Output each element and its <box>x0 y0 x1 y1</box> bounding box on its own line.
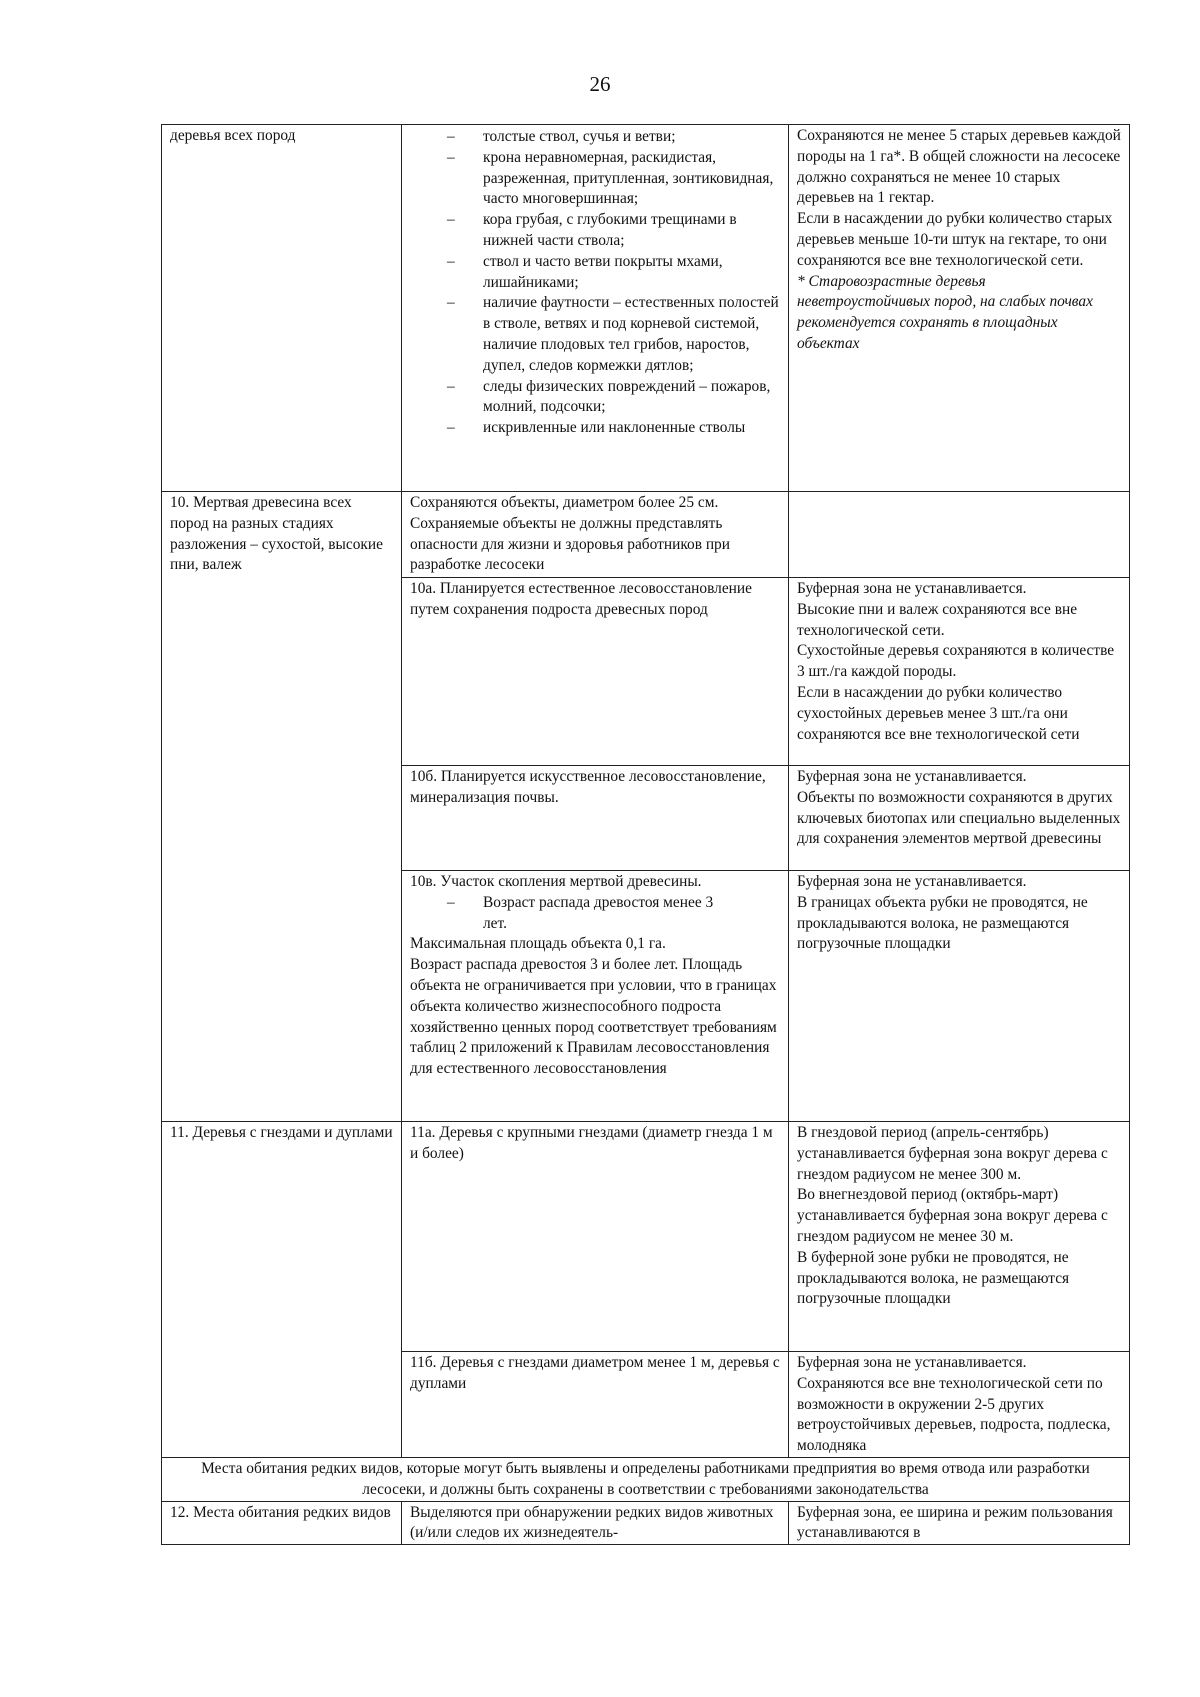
criteria-cell <box>402 1501 789 1545</box>
rule-text: Буферная зона не устанавливается. <box>797 1354 1027 1371</box>
biotope-table <box>161 124 1130 1545</box>
object-cell <box>162 1501 402 1545</box>
criteria-text: Максимальная площадь объекта 0,1 га. <box>410 935 666 953</box>
criteria-cell <box>402 1352 789 1458</box>
list-item: – следы физических повреждений – пожаров, молний, подсочки; <box>410 377 780 419</box>
criteria-cell <box>402 492 789 578</box>
object-label: 10. Мертвая древесина всех пород на разных стадиях разложения – сухостой, высокие пни, валеж <box>170 494 383 574</box>
criteria-cell <box>402 871 789 1122</box>
rule-text: Сохраняются не менее 5 старых деревьев каждой породы на 1 га*. В общей сложности на лесосеке должно сохраняться не менее 10 старых деревьев на 1 гектар. <box>797 127 1121 207</box>
rules-cell <box>789 1501 1130 1545</box>
rules-cell <box>789 871 1130 1122</box>
list-item: – кора грубая, с глубокими трещинами в нижней части ствола; <box>410 210 780 252</box>
criteria-text: 10б. Планируется искусственное лесовосстановление, минерализация почвы. <box>410 768 766 806</box>
criteria-list <box>410 893 780 935</box>
section-header-text: Места обитания редких видов, которые могут быть выявлены и определены работниками предприятия во время отвода или разработки лесосеки, и должны быть сохранены в соответствии с требованиями законодательства <box>201 1459 1090 1498</box>
rule-text: Высокие пни и валеж сохраняются все вне технологической сети. <box>797 600 1078 639</box>
rule-text: Буферная зона не устанавливается. <box>797 580 1027 597</box>
rule-text: В буферной зоне рубки не проводятся, не прокладываются волока, не размещаются погрузочные площадки <box>797 1248 1070 1308</box>
criteria-text: Выделяются при обнаружении редких видов животных (и/или следов их жизнедеятель- <box>410 1503 774 1542</box>
rule-text: Буферная зона не устанавливается. <box>797 873 1027 890</box>
list-item: – толстые ствол, сучья и ветви; <box>410 127 780 148</box>
criteria-cell <box>402 1122 789 1352</box>
list-item: – ствол и часто ветви покрыты мхами, лишайниками; <box>410 252 780 294</box>
object-cell <box>162 125 402 492</box>
rule-text: Сохраняются все вне технологической сети по возможности в окружении 2-5 других ветроустойчивых деревьев, подроста, подлеска, молодняка <box>797 1374 1111 1455</box>
section-header <box>162 1457 1130 1501</box>
criteria-cell <box>402 578 789 766</box>
criteria-text: Возраст распада древостоя 3 и более лет. Площадь объекта не ограничивается при условии, что в границах объекта количество жизнеспособного подроста хозяйственно ценных пород соответствует требованиям таблиц 2 приложений к Правилам лесовосстановления для естественного лесовосстановления <box>410 956 777 1078</box>
criteria-text: 10а. Планируется естественное лесовосстановление путем сохранения подроста древесных пород <box>410 580 752 618</box>
rule-text: Буферная зона не устанавливается. <box>797 768 1027 785</box>
criteria-cell <box>402 766 789 871</box>
rules-cell <box>789 578 1130 766</box>
rule-text: Если в насаждении до рубки количество старых деревьев меньше 10-ти штук на гектаре, то они сохраняются все вне технологической сети. <box>797 210 1113 269</box>
object-label: 12. Места обитания редких видов <box>170 1503 391 1521</box>
footnote-text: * Старовозрастные деревья неветроустойчивых пород, на слабых почвах рекомендуется сохранять в площадных объектах <box>797 272 1093 352</box>
criteria-list <box>410 127 780 439</box>
rule-text: Если в насаждении до рубки количество сухостойных деревьев менее 3 шт./га они сохраняются все вне технологической сети <box>797 683 1080 743</box>
table-row <box>162 492 1130 578</box>
rules-cell <box>789 1122 1130 1352</box>
rules-cell <box>789 125 1130 492</box>
table-row <box>162 1122 1130 1352</box>
list-item: – наличие фаутности – естественных полостей в стволе, ветвях и под корневой системой, наличие плодовых тел грибов, наростов, дупел, следов кормежки дятлов; <box>410 293 780 376</box>
object-label: деревья всех пород <box>170 127 296 144</box>
rule-text: В границах объекта рубки не проводятся, не прокладываются волока, не размещаются погрузочные площадки <box>797 893 1088 953</box>
object-cell <box>162 1122 402 1458</box>
table-row <box>162 1501 1130 1545</box>
rule-text: Сухостойные деревья сохраняются в количестве 3 шт./га каждой породы. <box>797 642 1115 681</box>
table-row <box>162 125 1130 492</box>
list-item: – Возраст распада древостоя менее 3 лет. <box>410 893 780 935</box>
criteria-text: Сохраняются объекты, диаметром более 25 см. Сохраняемые объекты не должны представлять опасности для жизни и здоровья работников при разработке лесосеки <box>410 494 730 574</box>
rule-text: Во внегнездовой период (октябрь-март) устанавливается буферная зона вокруг дерева с гнездом радиусом не менее 30 м. <box>797 1186 1108 1245</box>
criteria-cell <box>402 125 789 492</box>
criteria-text: 11а. Деревья с крупными гнездами (диаметр гнезда 1 м и более) <box>410 1124 773 1162</box>
table-row <box>162 1457 1130 1501</box>
rules-cell <box>789 766 1130 871</box>
rule-text: В гнездовой период (апрель-сентябрь) устанавливается буферная зона вокруг дерева с гнездом радиусом не менее 300 м. <box>797 1124 1108 1183</box>
object-label: 11. Деревья с гнездами и дуплами <box>170 1124 393 1141</box>
rule-text: Буферная зона, ее ширина и режим пользования устанавливаются в <box>797 1503 1113 1542</box>
criteria-text: 11б. Деревья с гнездами диаметром менее 1 м, деревья с дуплами <box>410 1354 780 1392</box>
page-number: 26 <box>589 72 611 96</box>
list-item: – крона неравномерная, раскидистая, разреженная, притупленная, зонтиковидная, часто многовершинная; <box>410 148 780 210</box>
criteria-text: 10в. Участок скопления мертвой древесины. <box>410 873 702 890</box>
list-item: – искривленные или наклоненные стволы <box>410 418 780 439</box>
rules-cell <box>789 492 1130 578</box>
rule-text: Объекты по возможности сохраняются в других ключевых биотопах или специально выделенных для сохранения элементов мертвой древесины <box>797 788 1121 848</box>
rules-cell <box>789 1352 1130 1458</box>
object-cell <box>162 492 402 1122</box>
